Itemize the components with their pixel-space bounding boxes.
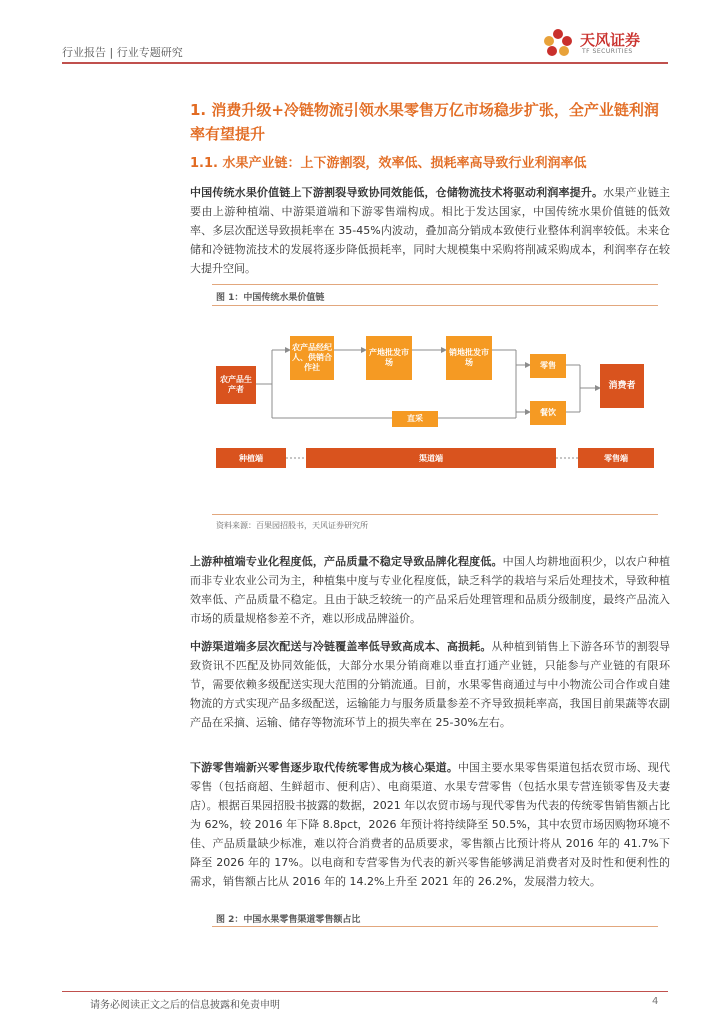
breadcrumb: 行业报告 | 行业专题研究	[62, 46, 183, 59]
paragraph-lead: 下游零售端新兴零售逐步取代传统零售成为核心渠道。	[190, 761, 458, 774]
catering-box: 餐饮	[530, 401, 566, 425]
header-divider	[62, 62, 668, 64]
retail-box: 零售	[530, 354, 566, 378]
logo-text-en: TF SECURITIES	[582, 48, 633, 55]
midstream-stage-bar: 渠道端	[306, 448, 556, 468]
consumer-box: 消费者	[600, 364, 644, 408]
figure1-source: 资料来源：百果园招股书，天风证券研究所	[216, 521, 368, 530]
subsection-heading: 1.1. 水果产业链：上下游割裂，效率低、损耗率高导致行业利润率低	[190, 156, 587, 171]
aggregator-box: 农产品经纪人、供销合作社	[290, 336, 334, 380]
flower-logo-icon	[538, 26, 578, 60]
value-chain-diagram	[216, 320, 656, 480]
page-number: 4	[652, 996, 659, 1007]
company-logo	[538, 26, 668, 60]
paragraph-midstream	[190, 637, 670, 732]
paragraph-lead: 上游种植端专业化程度低，产品质量不稳定导致品牌化程度低。	[190, 555, 503, 568]
paragraph-body: 从种植到销售上下游各环节的割裂导致资讯不匹配及协同效能低，大部分水果分销商难以垂直打通产业链，只能参与产业链的有限环节，需要依赖多级配送实现大范围的分销流通。目前，水果零售商通过与中小物流公司合作或自建物流的方式实现产品多级配送，运输能力与服务质量参差不齐导致损耗率高，我国目前果蔬等农副产品在采摘、运输、储存等物流环节上的损失率在 25-30%左右。	[190, 640, 670, 729]
logo-text-cn: 天风证券	[580, 31, 641, 49]
downstream-stage-bar: 零售端	[578, 448, 654, 468]
figure-bottom-rule	[212, 514, 658, 515]
paragraph-value-chain	[190, 183, 670, 278]
figure1-title: 图 1：中国传统水果价值链	[216, 293, 325, 303]
paragraph-lead: 中国传统水果价值链上下游割裂导致协同效能低，仓储物流技术将驱动利润率提升。	[190, 186, 604, 199]
page-header	[62, 31, 668, 64]
figure-title-rule	[212, 305, 658, 306]
figure2-title-rule	[212, 926, 658, 927]
section-heading: 1. 消费升级+冷链物流引领水果零售万亿市场稳步扩张，全产业链利润率有望提升	[190, 101, 659, 143]
paragraph-body: 中国人均耕地面积少，以农户种植而非专业农业公司为主，种植集中度与专业化程度低，缺乏科学的栽培与采后处理技术，导致种植效率低、产品质量不稳定。且由于缺乏较统一的产品采后处理管理和品质分级制度，最终产品流入市场的质量规格参差不齐，难以形成品牌溢价。	[190, 555, 671, 625]
origin-wholesale-box: 产地批发市场	[366, 336, 412, 380]
paragraph-body: 中国主要水果零售渠道包括农贸市场、现代零售（包括商超、生鲜超市、便利店）、电商渠道、水果专营零售（包括水果专营连锁零售及夫妻店）。根据百果园招股书披露的数据，2021 年以农贸市场与现代零售为代表的传统零售销售额占比为 62%，较 2016 年下降 8.8pct，2026 年预计将持续降至 50.5%，其中农贸市场因购物环境不佳、产品质量缺少标准，难以符合消费者的品质要求，零售额占比预计将从 2016 年的 41.7%下降至 2026 年的 17%。以电商和专营零售为代表的新兴零售能够满足消费者对及时性和便利性的需求，销售额占比从 2016 年的 14.2%上升至 2021 年的 26.2%，发展潜力较大。	[190, 761, 670, 888]
direct-purchase-box: 直采	[392, 411, 438, 427]
upstream-stage-bar: 种植端	[216, 448, 286, 468]
paragraph-lead: 中游渠道端多层次配送与冷链覆盖率低导致高成本、高损耗。	[190, 640, 492, 653]
paragraph-downstream	[190, 758, 670, 891]
sales-wholesale-box: 销地批发市场	[446, 336, 492, 380]
producer-box: 农产品生产者	[216, 366, 256, 404]
figure2-title: 图 2：中国水果零售渠道零售额占比	[216, 915, 361, 925]
paragraph-body: 水果产业链主要由上游种植端、中游渠道端和下游零售端构成。相比于发达国家，中国传统水果价值链的低效率、多层次配送导致损耗率在 35-45%内波动，叠加高分销成本致使行业整体利润率较低。未来仓储和冷链物流技术的发展将逐步降低损耗率，同时大规模集中采购将削减采购成本，利润率存在较大提升空间。	[190, 186, 671, 275]
footer-divider	[62, 991, 668, 992]
paragraph-upstream	[190, 552, 670, 628]
footer-disclaimer: 请务必阅读正文之后的信息披露和免责申明	[90, 1000, 280, 1011]
figure-top-rule	[212, 284, 658, 285]
